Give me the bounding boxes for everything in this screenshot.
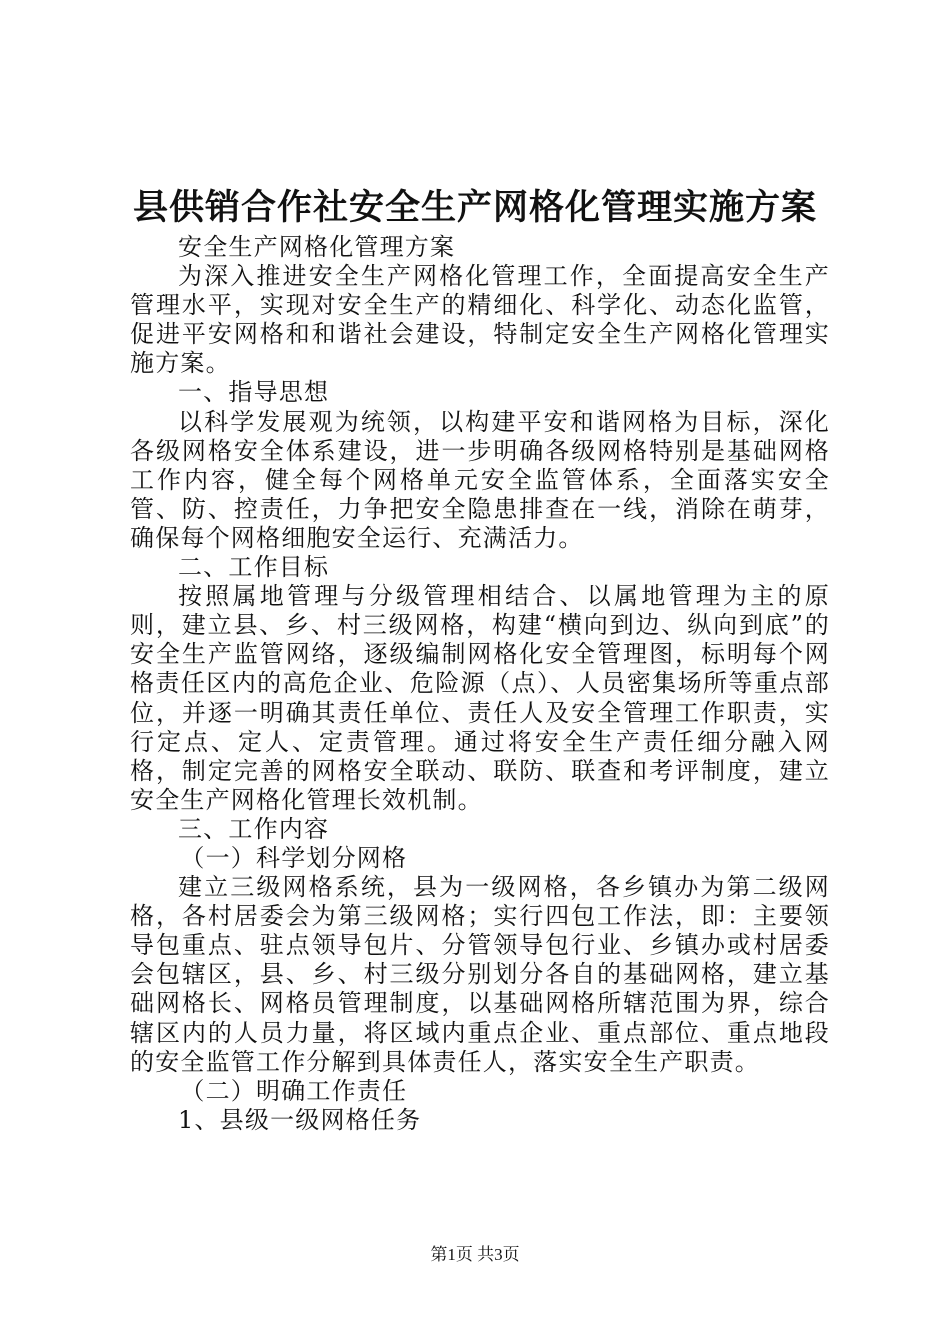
subheading-responsibilities: （二）明确工作责任 <box>180 1076 408 1105</box>
heading-county-level-tasks: 1、县级一级网格任务 <box>178 1105 422 1134</box>
paragraph-subtitle: 安全生产网格化管理方案 <box>178 233 456 261</box>
heading-work-goals: 二、工作目标 <box>178 553 330 582</box>
document-body <box>130 233 830 1135</box>
page-footer: 第1页 共3页 <box>430 1245 520 1264</box>
subheading-grid-division: （一）科学划分网格 <box>180 843 408 872</box>
document-title: 县供销合作社安全生产网格化管理实施方案 <box>132 187 817 228</box>
paragraph-intro: 为深入推进安全生产网格化管理工作，全面提高安全生产管理水平，实现对安全生产的精细化、科学化、动态化监管，促进平安网格和和谐社会建设，特制定安全生产网格化管理实施方案。 <box>130 262 830 378</box>
paragraph-guiding-ideology: 以科学发展观为统领，以构建平安和谐网格为目标，深化各级网格安全体系建设，进一步明确各级网格特别是基础网格工作内容，健全每个网格单元安全监管体系，全面落实安全管、防、控责任，力争把安全隐患排查在一线，消除在萌芽，确保每个网格细胞安全运行、充满活力。 <box>130 407 830 552</box>
paragraph-work-goals: 按照属地管理与分级管理相结合、以属地管理为主的原则，建立县、乡、村三级网格，构建“横向到边、纵向到底”的安全生产监管网络，逐级编制网格化安全管理图，标明每个网格责任区内的高危企业、危险源（点）、人员密集场所等重点部位，并逐一明确其责任单位、责任人及安全管理工作职责，实行定点、定人、定责管理。通过将安全生产责任细分融入网格，制定完善的网格安全联动、联防、联查和考评制度，建立安全生产网格化管理长效机制。 <box>130 582 830 814</box>
heading-guiding-ideology: 一、指导思想 <box>178 378 330 407</box>
paragraph-grid-division: 建立三级网格系统，县为一级网格，各乡镇办为第二级网格，各村居委会为第三级网格；实行四包工作法，即：主要领导包重点、驻点领导包片、分管领导包行业、乡镇办或村居委会包辖区，县、乡、村三级分别划分各自的基础网格，建立基础网格长、网格员管理制度，以基础网格所辖范围为界，综合辖区内的人员力量，将区域内重点企业、重点部位、重点地段的安全监管工作分解到具体责任人，落实安全生产职责。 <box>130 873 830 1076</box>
heading-work-content: 三、工作内容 <box>178 814 330 843</box>
